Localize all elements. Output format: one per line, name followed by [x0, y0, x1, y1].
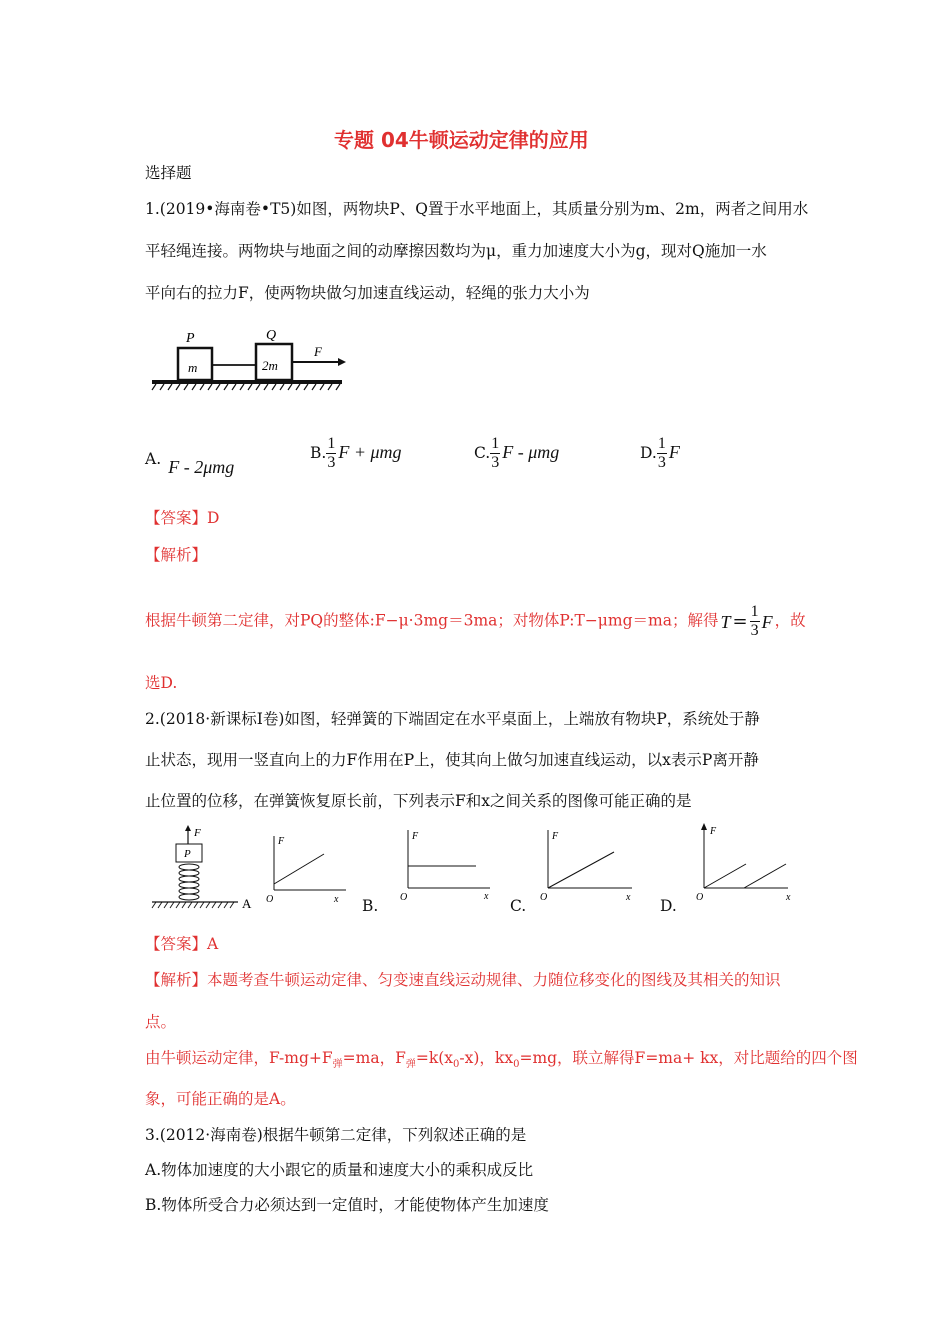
analysis-formula: T = $\frac{1}{3}$ F — [720, 603, 773, 639]
origin-label: O — [400, 892, 408, 903]
origin-label: O — [696, 892, 704, 903]
axis-label-f: F — [278, 836, 285, 847]
q1-answer: 【答案】D — [145, 509, 220, 527]
option-label: D. — [640, 444, 657, 462]
option-label: B. — [310, 444, 327, 462]
label-force: F — [314, 344, 322, 359]
option-label: C. — [474, 444, 491, 462]
q2-answer: 【答案】A — [145, 935, 219, 953]
q2-line-3: 止位置的位移，在弹簧恢复原长前，下列表示F和x之间关系的图像可能正确的是 — [145, 792, 692, 810]
q2-line-2: 止状态，现用一竖直向上的力F作用在P上，使其向上做匀加速直线运动，以x表示P离开静 — [145, 751, 759, 769]
q3-option-a[interactable]: A.物体加速度的大小跟它的质量和速度大小的乘积成反比 — [145, 1161, 534, 1179]
q2-spring-figure — [150, 824, 258, 914]
option-expr: F - μmg — [502, 442, 560, 462]
axis-label-f: F — [552, 831, 559, 842]
fraction: $\frac{1}{3}$ — [327, 435, 336, 471]
axis-label-f: F — [710, 826, 717, 837]
q1-option-d[interactable] — [640, 436, 680, 471]
axis-label-x: x — [626, 892, 631, 903]
q2-analysis-line-4: 象，可能正确的是A。 — [145, 1090, 296, 1108]
q1-line-2: 平轻绳连接。两物块与地面之间的动摩擦因数均为μ，重力加速度大小为g，现对Q施加一水 — [145, 242, 767, 260]
q2-analysis-line-3: 由牛顿运动定律，$F-mg+F_弹=ma$，$F_弹=k(x_0-x)$，$kx_0=mg$，联立解得F=ma+ kx，对比题给的四个图 — [145, 1049, 858, 1071]
q1-analysis-label: 【解析】 — [145, 546, 208, 564]
q1-analysis-line-2: 选D. — [145, 674, 178, 692]
q2-graph-a — [264, 832, 354, 912]
q2-line-1: 2.(2018·新课标Ⅰ卷)如图，轻弹簧的下端固定在水平桌面上，上端放有物块P，系统处于静 — [145, 710, 760, 728]
axis-label-f: F — [412, 831, 419, 842]
q1-option-b[interactable] — [310, 436, 402, 471]
q1-analysis-line-1: 根据牛顿第二定律，对PQ的整体:F−μ·3mg＝3ma；对物体P:T−μmg＝ma；解得 T = $\frac{1}{3}$ F ，故 — [145, 603, 806, 639]
option-label: A. — [145, 450, 162, 468]
fraction: $\frac{1}{3}$ — [491, 435, 500, 471]
q2-graph-c — [538, 826, 642, 914]
option-expr: F - 2μmg — [168, 457, 235, 477]
q3-line-1: 3.(2012·海南卷)根据牛顿第二定律，下列叙述正确的是 — [145, 1126, 527, 1144]
mass-q: 2m — [262, 358, 278, 373]
axis-label-x: x — [484, 891, 489, 902]
label-block: P — [184, 848, 191, 860]
fraction: $\frac{1}{3}$ — [657, 435, 666, 471]
q2-graph-b — [398, 826, 506, 914]
axis-label-x: x — [334, 894, 339, 905]
q3-option-b[interactable]: B.物体所受合力必须达到一定值时，才能使物体产生加速度 — [145, 1196, 549, 1214]
graph-d-label: D. — [660, 897, 677, 915]
option-expr: F + μmg — [338, 442, 402, 462]
mass-p: m — [188, 360, 198, 375]
graph-b-label: B. — [362, 897, 379, 915]
analysis-label: 【解析】 — [145, 971, 208, 989]
q1-line-1: 1.(2019•海南卷•T5)如图，两物块P、Q置于水平地面上，其质量分别为m、2m，两者之间用水 — [145, 200, 809, 218]
q1-blocks-figure — [150, 328, 350, 394]
q1-option-c[interactable] — [474, 436, 559, 471]
section-heading: 选择题 — [145, 164, 192, 182]
graph-c-label: C. — [510, 897, 527, 915]
q1-option-a[interactable] — [145, 448, 235, 477]
label-q: Q — [266, 328, 277, 343]
label-p: P — [186, 331, 195, 346]
option-expr: F — [668, 442, 680, 462]
axis-label-x: x — [786, 892, 791, 903]
graph-a-label: A — [242, 896, 252, 911]
label-force: F — [194, 827, 201, 839]
q2-analysis-line-1: 【解析】本题考查牛顿运动定律、匀变速直线运动规律、力随位移变化的图线及其相关的知识 — [145, 971, 781, 989]
q2-graph-d — [692, 820, 798, 908]
q1-line-3: 平向右的拉力F，使两物块做匀加速直线运动，轻绳的张力大小为 — [145, 284, 590, 302]
origin-label: O — [540, 892, 548, 903]
page-title: 专题 04牛顿运动定律的应用 — [334, 128, 589, 152]
origin-label: O — [266, 894, 274, 905]
q2-analysis-line-2: 点。 — [145, 1013, 177, 1031]
